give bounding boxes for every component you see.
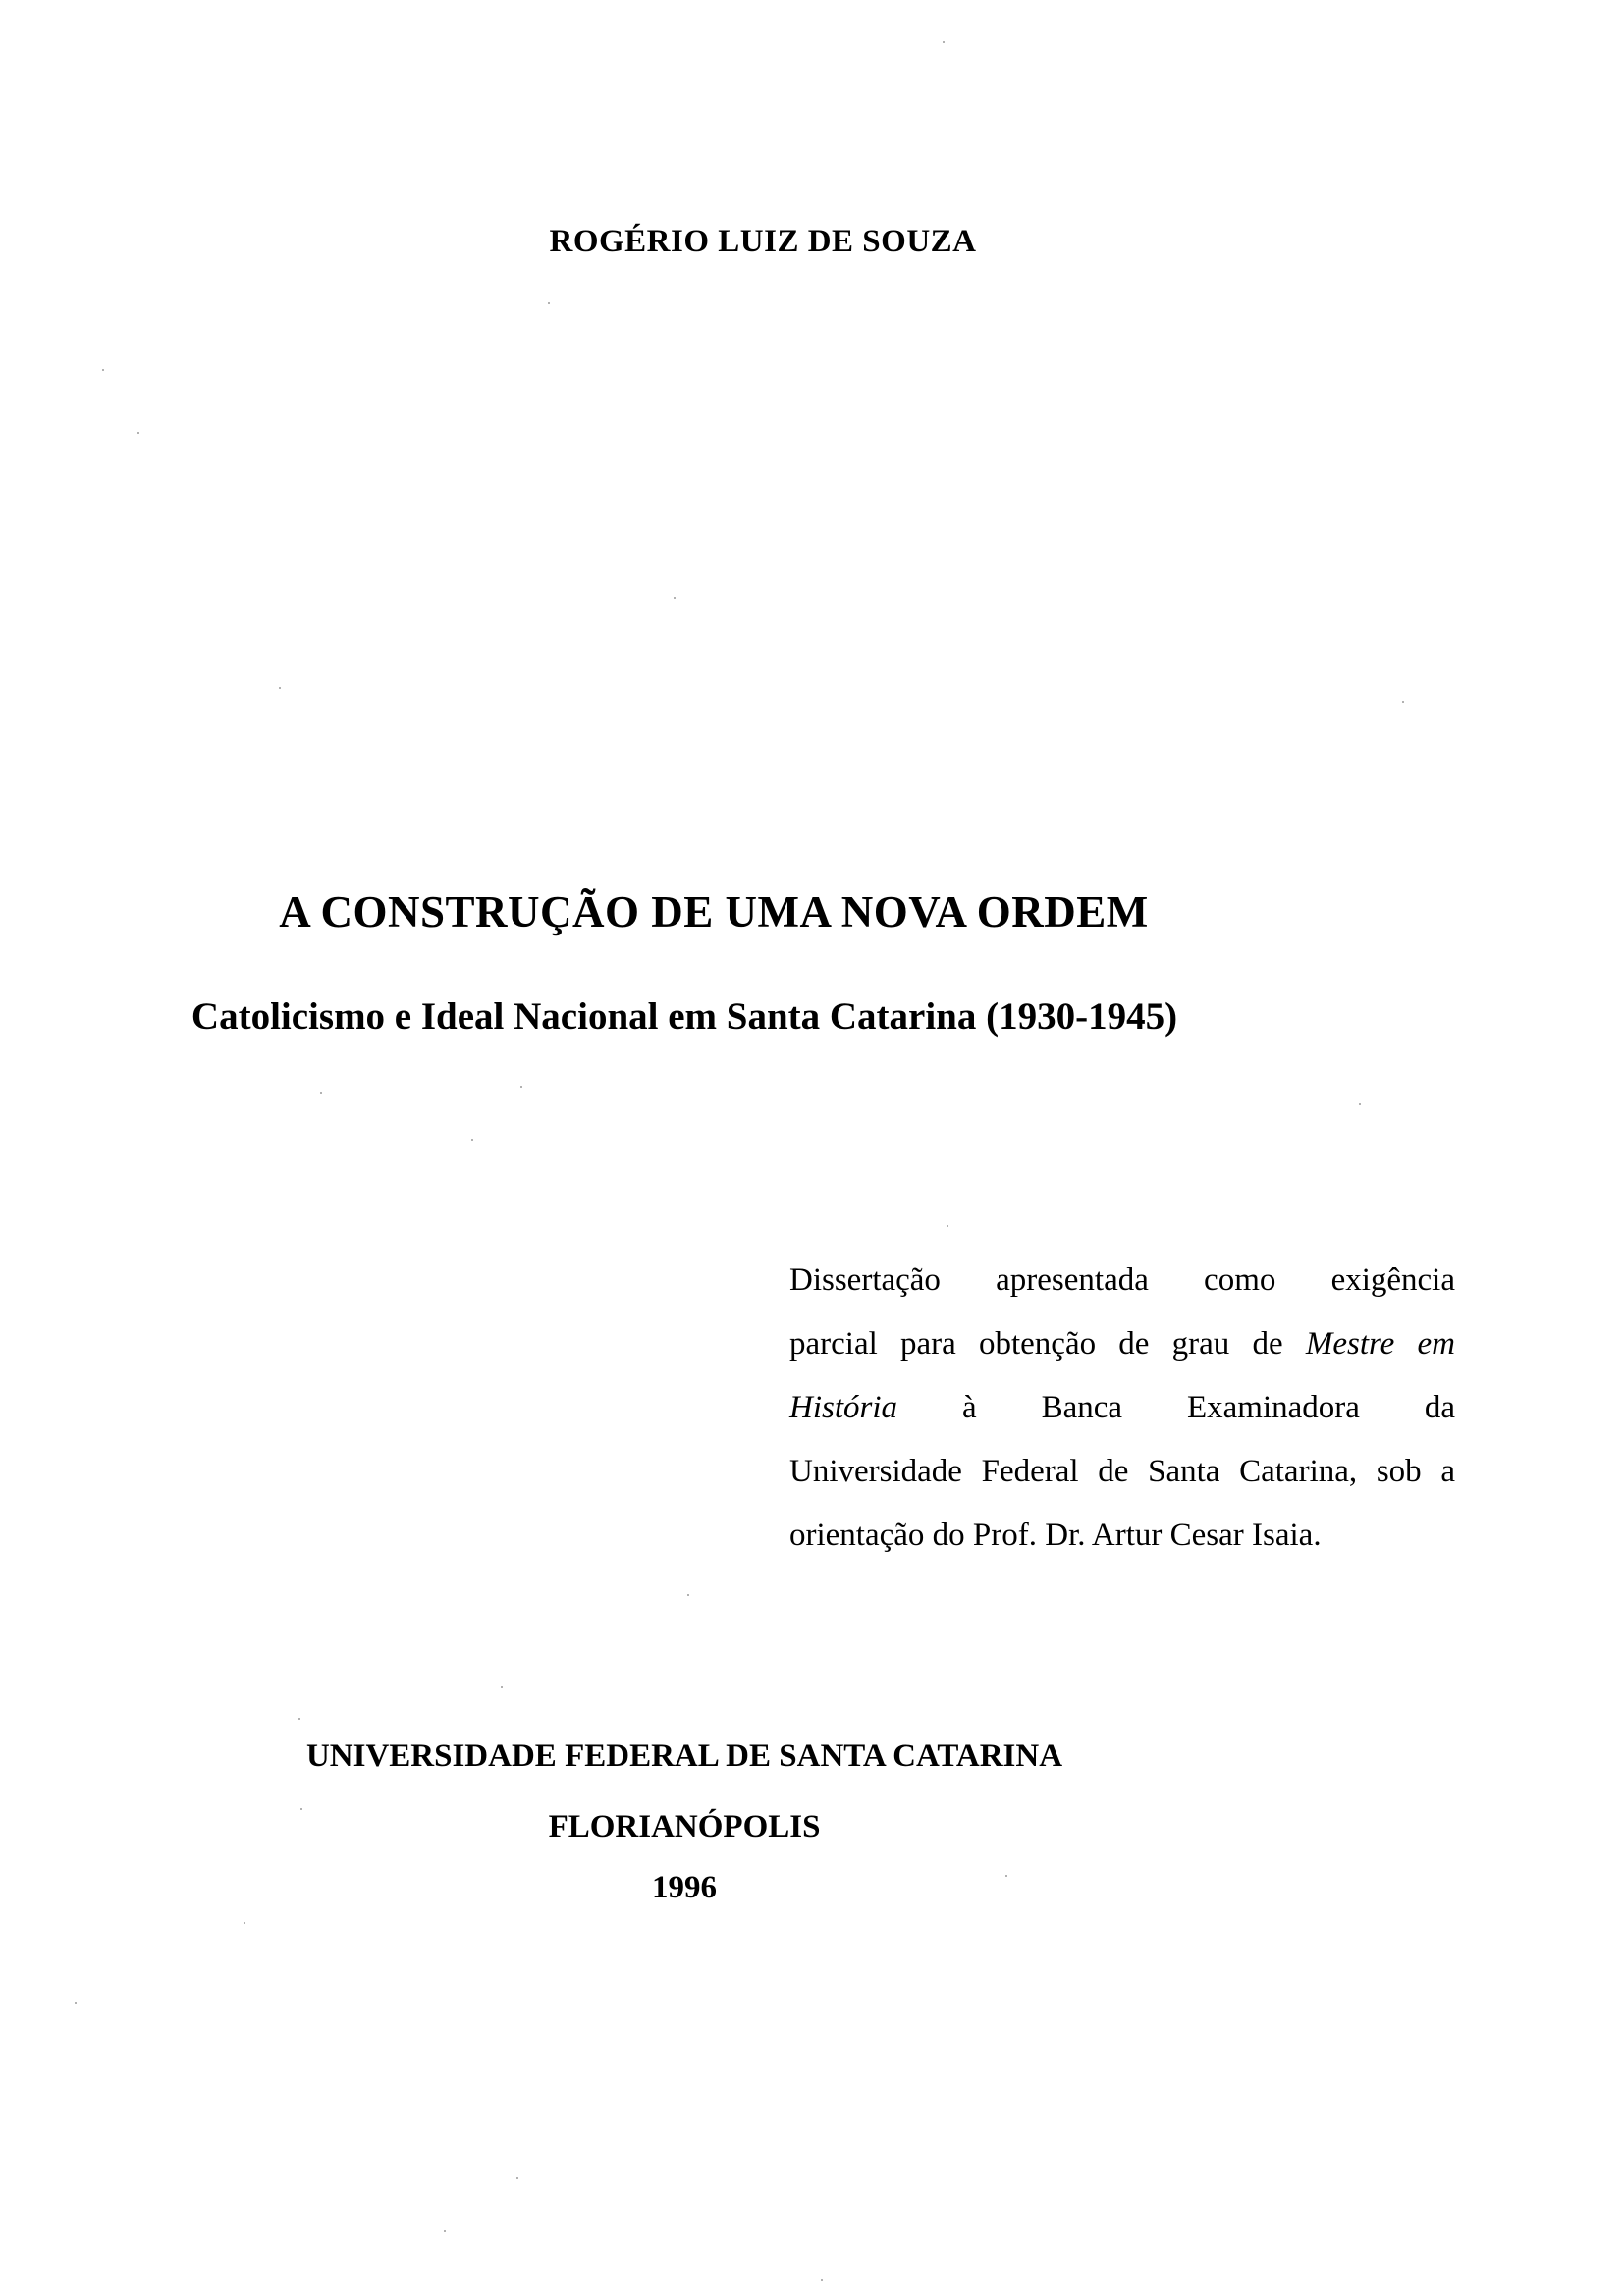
statement-line-4: Universidade Federal de Santa Catarina, sob a	[789, 1454, 1455, 1489]
publication-year: 1996	[652, 1870, 717, 1905]
scan-speck	[947, 1225, 948, 1227]
dissertation-title: A CONSTRUÇÃO DE UMA NOVA ORDEM	[279, 887, 1149, 936]
statement-line-3-text: à Banca Examinadora da	[897, 1390, 1455, 1425]
scan-speck	[244, 1922, 245, 1924]
degree-name-part-1: Mestre em	[1305, 1326, 1455, 1362]
scan-speck	[298, 1718, 300, 1720]
scan-speck	[674, 597, 676, 599]
scan-speck	[471, 1139, 473, 1141]
statement-line-5: orientação do Prof. Dr. Artur Cesar Isaia.	[789, 1518, 1322, 1553]
scan-speck	[1402, 701, 1404, 703]
author-name: ROGÉRIO LUIZ DE SOUZA	[549, 224, 977, 259]
scan-speck	[548, 302, 550, 304]
scan-speck	[1359, 1103, 1361, 1105]
institution-name: UNIVERSIDADE FEDERAL DE SANTA CATARINA	[305, 1738, 1063, 1774]
statement-line-2	[789, 1312, 1455, 1376]
scan-speck	[501, 1686, 503, 1688]
scan-speck	[687, 1594, 689, 1596]
scan-speck	[943, 41, 945, 43]
scan-speck	[516, 2177, 518, 2179]
scan-speck	[75, 2002, 77, 2004]
dissertation-subtitle: Catolicismo e Ideal Nacional em Santa Catarina (1930-1945)	[190, 995, 1178, 1038]
scan-speck	[320, 1092, 322, 1094]
scan-speck	[444, 2230, 446, 2232]
statement-line-3	[789, 1376, 1455, 1440]
statement-line-2-text: parcial para obtenção de grau de	[789, 1326, 1306, 1362]
scan-speck	[102, 369, 104, 371]
scan-speck	[821, 2279, 823, 2281]
city-name: FLORIANÓPOLIS	[548, 1809, 821, 1844]
scan-speck	[300, 1808, 302, 1810]
scan-speck	[137, 432, 139, 434]
degree-name-part-2: História	[789, 1390, 898, 1425]
scan-speck	[1005, 1875, 1007, 1877]
scan-speck	[520, 1086, 522, 1088]
statement-line-1: Dissertação apresentada como exigência	[789, 1262, 1455, 1298]
dissertation-statement	[789, 1249, 1455, 1568]
scan-speck	[279, 687, 281, 689]
